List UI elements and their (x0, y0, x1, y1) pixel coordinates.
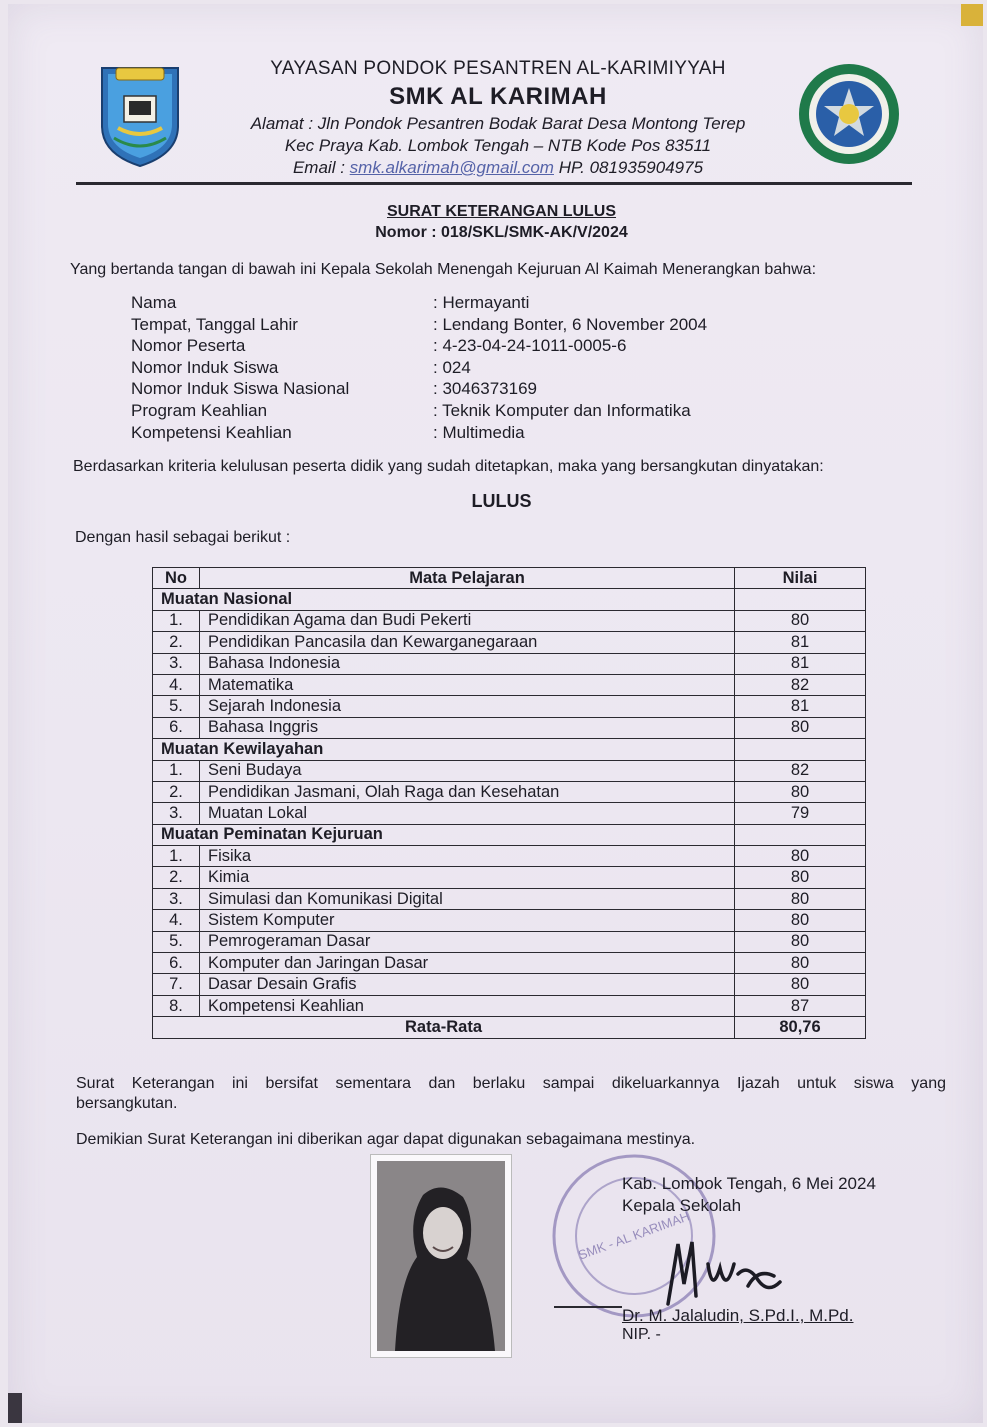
row-score: 82 (735, 760, 866, 781)
row-score: 81 (735, 653, 866, 674)
identity-label: Tempat, Tanggal Lahir (131, 314, 298, 334)
row-number: 4. (153, 910, 200, 931)
group-score-empty (735, 589, 866, 610)
group-name: Muatan Kewilayahan (153, 739, 735, 760)
row-score: 80 (735, 717, 866, 738)
row-number: 4. (153, 674, 200, 695)
identity-row (131, 423, 707, 445)
intro-text: Yang bertanda tangan di bawah ini Kepala Sekolah Menengah Kejuruan Al Kaimah Menerangkan bahwa: (70, 261, 817, 278)
row-number: 8. (153, 995, 200, 1016)
row-score: 80 (735, 867, 866, 888)
results-intro: Dengan hasil sebagai berikut : (75, 529, 291, 546)
basis-text: Berdasarkan kriteria kelulusan peserta didik yang sudah ditetapkan, maka yang bersangkutan dinyatakan: (73, 458, 824, 475)
row-score: 81 (735, 696, 866, 717)
row-subject: Pemrogeraman Dasar (200, 931, 735, 952)
row-subject: Simulasi dan Komunikasi Digital (200, 888, 735, 909)
table-row (153, 888, 866, 909)
table-header-row (153, 568, 866, 589)
row-score: 87 (735, 995, 866, 1016)
row-subject: Komputer dan Jaringan Dasar (200, 953, 735, 974)
row-score: 82 (735, 674, 866, 695)
document-title: SURAT KETERANGAN LULUS (386, 203, 617, 220)
identity-label: Nomor Peserta (131, 336, 246, 356)
row-score: 80 (735, 781, 866, 802)
identity-row (131, 379, 707, 401)
identity-label: Nama (131, 293, 177, 312)
row-number: 1. (153, 760, 200, 781)
row-subject: Dasar Desain Grafis (200, 974, 735, 995)
email-label: Email : (292, 158, 350, 177)
closing-statement: Demikian Surat Keterangan ini diberikan agar dapat digunakan sebagaimana mestinya. (76, 1131, 696, 1148)
identity-row (131, 293, 707, 315)
row-score: 80 (735, 888, 866, 909)
row-score: 80 (735, 931, 866, 952)
table-row (153, 803, 866, 824)
table-row (153, 760, 866, 781)
table-row (153, 995, 866, 1016)
table-row (153, 910, 866, 931)
identity-value: : Lendang Bonter, 6 November 2004 (433, 314, 708, 334)
row-number: 1. (153, 846, 200, 867)
row-subject: Kimia (200, 867, 735, 888)
row-subject: Sejarah Indonesia (200, 696, 735, 717)
header-subject: Mata Pelajaran (200, 568, 735, 589)
table-row (153, 696, 866, 717)
row-subject: Seni Budaya (200, 760, 735, 781)
signature-place-date: Kab. Lombok Tengah, 6 Mei 2024 (622, 1174, 876, 1193)
row-subject: Pendidikan Agama dan Budi Pekerti (200, 610, 735, 631)
table-row (153, 610, 866, 631)
background-corner-dark (8, 1393, 22, 1423)
row-score: 80 (735, 846, 866, 867)
row-subject: Bahasa Indonesia (200, 653, 735, 674)
row-score: 79 (735, 803, 866, 824)
group-name: Muatan Nasional (153, 589, 735, 610)
identity-value: : 3046373169 (433, 379, 537, 399)
foundation-name: YAYASAN PONDOK PESANTREN AL-KARIMIYYAH (270, 58, 726, 79)
signatory-nip: NIP. - (622, 1326, 661, 1343)
group-row (153, 824, 866, 845)
row-score: 80 (735, 953, 866, 974)
identity-row (131, 358, 707, 380)
row-score: 80 (735, 910, 866, 931)
row-score: 80 (735, 974, 866, 995)
row-number: 7. (153, 974, 200, 995)
average-label: Rata-Rata (153, 1017, 735, 1038)
signature-position: Kepala Sekolah (622, 1196, 742, 1215)
identity-label: Program Keahlian (131, 400, 268, 420)
table-row (153, 867, 866, 888)
table-row (153, 974, 866, 995)
row-subject: Fisika (200, 846, 735, 867)
handwritten-signature (608, 1224, 798, 1314)
row-subject: Pendidikan Pancasila dan Kewarganegaraan (200, 632, 735, 653)
row-subject: Sistem Komputer (200, 910, 735, 931)
table-row (153, 632, 866, 653)
document-paper (8, 4, 983, 1423)
identity-row (131, 401, 707, 423)
table-row (153, 674, 866, 695)
address-line-2: Kec Praya Kab. Lombok Tengah – NTB Kode Pos 83511 (284, 136, 712, 155)
identity-value: : 4-23-04-24-1011-0005-6 (433, 336, 627, 356)
table-row (153, 717, 866, 738)
row-number: 2. (153, 781, 200, 802)
group-score-empty (735, 824, 866, 845)
student-identity (131, 293, 707, 444)
stamp-text: SMK - AL KARIMAH (576, 1208, 692, 1263)
header-no: No (153, 568, 200, 589)
identity-row (131, 336, 707, 358)
table-row (153, 653, 866, 674)
row-number: 3. (153, 653, 200, 674)
identity-value: : Multimedia (433, 422, 525, 442)
group-score-empty (735, 739, 866, 760)
identity-row (131, 315, 707, 337)
grades-table (152, 567, 866, 1039)
average-value: 80,76 (735, 1017, 866, 1038)
group-row (153, 589, 866, 610)
school-name: SMK AL KARIMAH (389, 83, 607, 110)
group-row (153, 739, 866, 760)
document-number: Nomor : 018/SKL/SMK-AK/V/2024 (375, 224, 628, 241)
row-subject: Kompetensi Keahlian (200, 995, 735, 1016)
identity-value: : 024 (433, 357, 471, 377)
identity-label: Nomor Induk Siswa (131, 357, 279, 377)
background-corner (961, 4, 983, 26)
signatory-name: Dr. M. Jalaludin, S.Pd.I., M.Pd. (622, 1306, 854, 1325)
group-name: Muatan Peminatan Kejuruan (153, 824, 735, 845)
row-number: 6. (153, 953, 200, 974)
identity-value: : Teknik Komputer dan Informatika (433, 400, 691, 420)
identity-label: Kompetensi Keahlian (131, 422, 292, 442)
school-emblem-icon (797, 62, 901, 166)
row-score: 80 (735, 610, 866, 631)
row-number: 5. (153, 696, 200, 717)
row-subject: Muatan Lokal (200, 803, 735, 824)
row-number: 2. (153, 867, 200, 888)
row-number: 5. (153, 931, 200, 952)
province-emblem-icon (94, 62, 186, 170)
table-row (153, 846, 866, 867)
contact-line (198, 158, 798, 178)
table-row (153, 931, 866, 952)
table-row (153, 781, 866, 802)
row-subject: Matematika (200, 674, 735, 695)
row-subject: Pendidikan Jasmani, Olah Raga dan Kesehatan (200, 781, 735, 802)
student-portrait-image (377, 1161, 505, 1351)
row-number: 6. (153, 717, 200, 738)
average-row (153, 1017, 866, 1038)
row-score: 81 (735, 632, 866, 653)
identity-label: Nomor Induk Siswa Nasional (131, 379, 350, 399)
signature-underline (554, 1306, 622, 1308)
row-number: 3. (153, 888, 200, 909)
address-line-1: Alamat : Jln Pondok Pesantren Bodak Barat Desa Montong Terep (250, 114, 746, 133)
row-number: 2. (153, 632, 200, 653)
header-score: Nilai (735, 568, 866, 589)
email-link[interactable]: smk.alkarimah@gmail.com (349, 158, 554, 177)
phone-number: HP. 081935904975 (553, 158, 704, 177)
row-number: 1. (153, 610, 200, 631)
row-number: 3. (153, 803, 200, 824)
letterhead-divider (76, 182, 912, 185)
table-row (153, 953, 866, 974)
student-photo (370, 1154, 512, 1358)
result-status: LULUS (471, 491, 532, 511)
closing-text: Surat Keterangan ini bersifat sementara dan berlaku sampai dikeluarkannya Ijazah untuk siswa yang bersangkutan. (76, 1075, 946, 1112)
identity-value: : Hermayanti (433, 293, 530, 312)
row-subject: Bahasa Inggris (200, 717, 735, 738)
